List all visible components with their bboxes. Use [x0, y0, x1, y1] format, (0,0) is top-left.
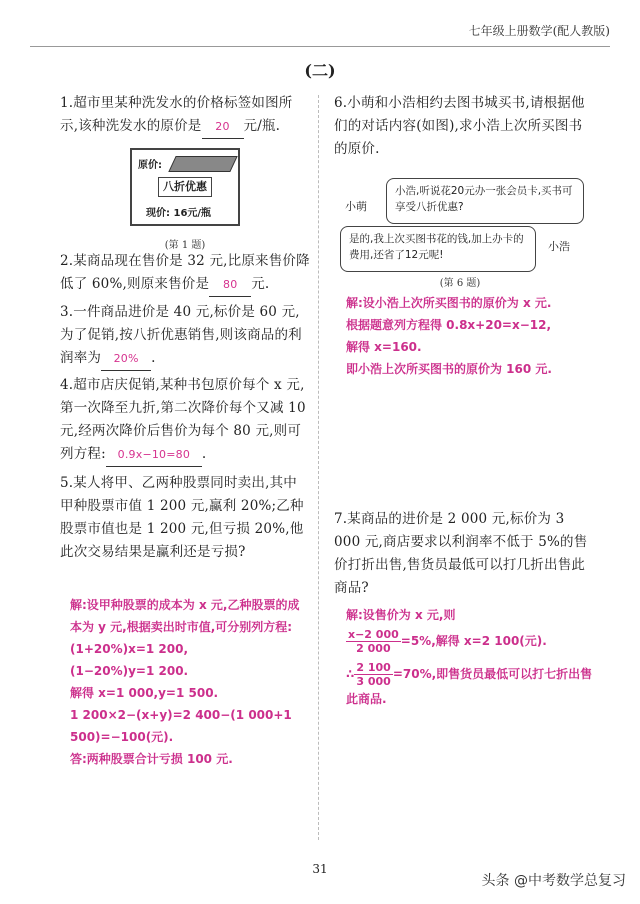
speaker-xiaohao: 小浩	[548, 240, 570, 253]
figure-1-caption: (第 1 题)	[164, 240, 206, 251]
question-2-text: 2.某商品现在售价是 32 元,比原来售价降低了 60%,则原来售价是	[60, 253, 310, 292]
header-rule	[30, 46, 610, 47]
question-4-answer: 0.9x−10=80	[106, 443, 202, 467]
question-4	[60, 374, 310, 467]
question-1-unit: 元/瓶.	[243, 118, 281, 134]
question-5: 5.某人将甲、乙两种股票同时卖出,其中甲种股票市值 1 200 元,赢利 20%;乙种股票市值也是 1 200 元,但亏损 20%,他此次交易结果是赢利还是亏损?	[60, 475, 304, 560]
question-4-text: 4.超市店庆促销,某种书包原价每个 x 元,第一次降至九折,第二次降价每个又减 10 元,经两次降价后售价为每个 80 元,则可列方程:	[60, 377, 306, 462]
solution-line: 即小浩上次所买图书的原价为 160 元.	[346, 362, 552, 376]
page-number: 31	[312, 862, 328, 876]
price-tag-figure	[130, 148, 240, 226]
original-price-label: 原价:	[138, 160, 162, 171]
price-blank-shape	[168, 156, 237, 172]
therefore-symbol: ∴	[346, 667, 355, 681]
current-price-label: 现价: 16元/瓶	[146, 208, 212, 219]
dialogue-bubble-1: 小浩,听说花20元办一张会员卡,买书可享受八折优惠?	[386, 178, 584, 224]
solution-line: (1−20%)y=1 200.	[70, 664, 189, 678]
solution-line: 1 200×2−(x+y)=2 400−(1 000+1 500)=−100(元).	[70, 708, 292, 744]
question-2	[60, 250, 310, 297]
question-3	[60, 301, 310, 371]
fraction-2	[354, 661, 392, 688]
question-4-end: .	[201, 446, 207, 462]
question-6: 6.小萌和小浩相约去图书城买书,请根据他们的对话内容(如图),求小浩上次所买图书的原价.	[334, 95, 585, 157]
solution-text: =5%,解得 x=2 100(元).	[400, 634, 547, 648]
speaker-xiaomeng: 小萌	[345, 200, 367, 213]
fraction-1-numerator: x−2 000	[348, 628, 399, 641]
fraction-1-denominator: 2 000	[356, 642, 391, 655]
dialogue-bubble-2: 是的,我上次买图书花的钱,加上办卡的费用,还省了12元呢!	[340, 226, 536, 272]
question-3-answer: 20%	[101, 347, 151, 371]
running-header: 七年级上册数学(配人教版)	[468, 24, 610, 38]
solution-line: (1+20%)x=1 200,	[70, 642, 189, 656]
question-1-text: 1.超市里某种洗发水的价格标签如图所示,该种洗发水的原价是	[60, 95, 293, 134]
question-6-solution	[346, 292, 596, 380]
question-3-text: 3.一件商品进价是 40 元,标价是 60 元,为了促销,按八折优惠销售,则该商品的利润率为	[60, 304, 302, 366]
question-1	[60, 92, 310, 139]
solution-line: 根据题意列方程得 0.8x+20=x−12,	[346, 318, 552, 332]
column-divider	[318, 95, 319, 840]
fraction-1	[346, 628, 401, 655]
solution-text: =70%,即售货员最低可以打七折出售此商品.	[346, 667, 593, 706]
solution-line: 解:设甲种股票的成本为 x 元,乙种股票的成本为 y 元,根据卖出时市值,可分别列方程:	[70, 598, 300, 634]
question-7: 7.某商品的进价是 2 000 元,标价为 3 000 元,商店要求以利润率不低于 5%的售价打折出售,售货员最低可以打几折出售此商品?	[334, 511, 588, 596]
fraction-2-denominator: 3 000	[356, 675, 391, 688]
question-1-answer: 20	[202, 115, 244, 139]
solution-line: 答:两种股票合计亏损 100 元.	[70, 752, 233, 766]
solution-line: 解得 x=1 000,y=1 500.	[70, 686, 219, 700]
solution-line: 解:设售价为 x 元,则	[346, 608, 456, 622]
question-7-solution	[346, 604, 596, 710]
figure-6-caption: (第 6 题)	[439, 278, 481, 289]
question-2-answer: 80	[209, 273, 251, 297]
solution-line	[346, 661, 596, 710]
discount-label: 八折优惠	[158, 177, 212, 197]
solution-line: 解:设小浩上次所买图书的原价为 x 元.	[346, 296, 552, 310]
source-watermark: 头条 @中考数学总复习	[481, 873, 626, 889]
question-2-unit: 元.	[251, 276, 270, 292]
solution-line	[346, 628, 596, 655]
fraction-2-numerator: 2 100	[356, 661, 391, 674]
question-3-end: .	[151, 350, 156, 366]
question-5-solution	[70, 594, 310, 770]
section-title: (二)	[304, 61, 336, 80]
solution-line: 解得 x=160.	[346, 340, 422, 354]
